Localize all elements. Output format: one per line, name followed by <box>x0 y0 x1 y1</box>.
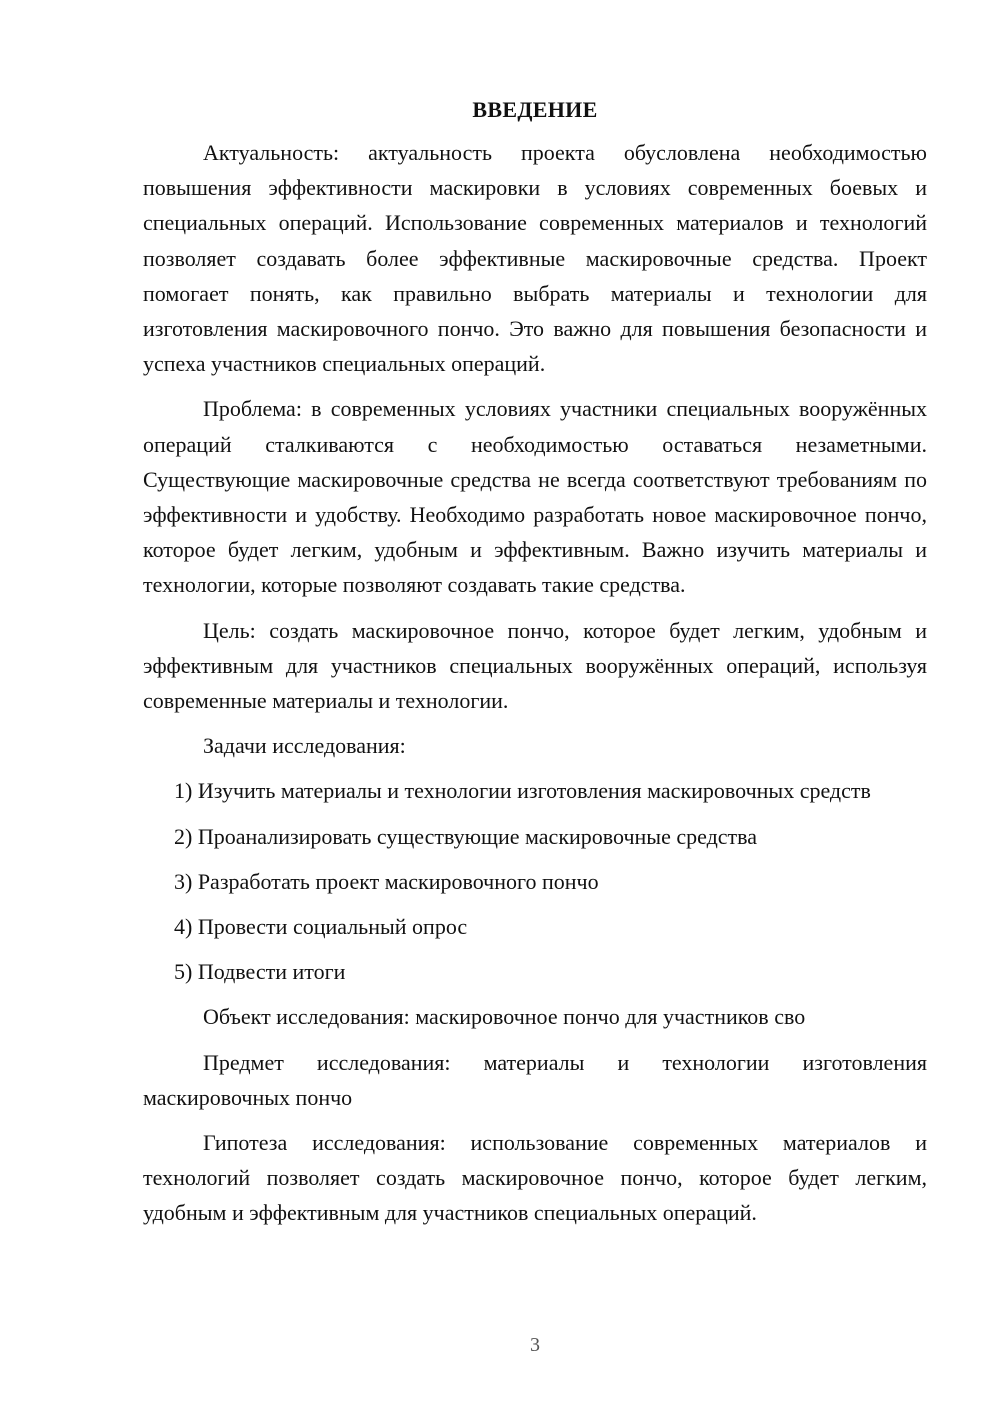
task-item: 3) Разработать проект маскировочного пончо <box>174 868 599 894</box>
tasks-heading: Задачи исследования: <box>203 733 406 759</box>
task-item: 2) Проанализировать существующие маскировочные средства <box>174 823 758 849</box>
problem-paragraph: Проблема: в современных условиях участники специальных вооружённых операций сталкиваются с необходимостью оставаться незаметными. Существующие маскировочные средства не всегда соответствуют требованиям по эффективности и удобству. Необходимо разработать новое маскировочное пончо, которое будет легким, удобным и эффективным. Важно изучить материалы и технологии, которые позволяют создавать такие средства. <box>143 396 927 598</box>
hypothesis-paragraph: Гипотеза исследования: использование современных материалов и технологий позволяет создать маскировочное пончо, которое будет легким, удобным и эффективным для участников специальных операций. <box>143 1130 927 1226</box>
page-title: ВВЕДЕНИЕ <box>472 97 598 122</box>
task-item: 5) Подвести итоги <box>174 959 346 985</box>
object-paragraph: Объект исследования: маскировочное пончо для участников сво <box>203 1004 806 1030</box>
task-item: 4) Провести социальный опрос <box>174 914 468 940</box>
subject-paragraph: Предмет исследования: материалы и технологии изготовления маскировочных пончо <box>143 1049 927 1110</box>
goal-paragraph: Цель: создать маскировочное пончо, которое будет легким, удобным и эффективным для участников специальных вооружённых операций, используя современные материалы и технологии. <box>143 617 927 714</box>
task-item: 1) Изучить материалы и технологии изготовления маскировочных средств <box>174 778 871 804</box>
relevance-paragraph: Актуальность: актуальность проекта обусловлена необходимостью повышения эффективности маскировки в условиях современных боевых и специальных операций. Использование современных материалов и технологий позволяет создавать более эффективные маскировочные средства. Проект помогает понять, как правильно выбрать материалы и технологии для изготовления маскировочного пончо. Это важно для повышения безопасности и успеха участников специальных операций. <box>143 140 927 377</box>
page-number: 3 <box>530 1334 540 1356</box>
page-content <box>143 95 927 1241</box>
